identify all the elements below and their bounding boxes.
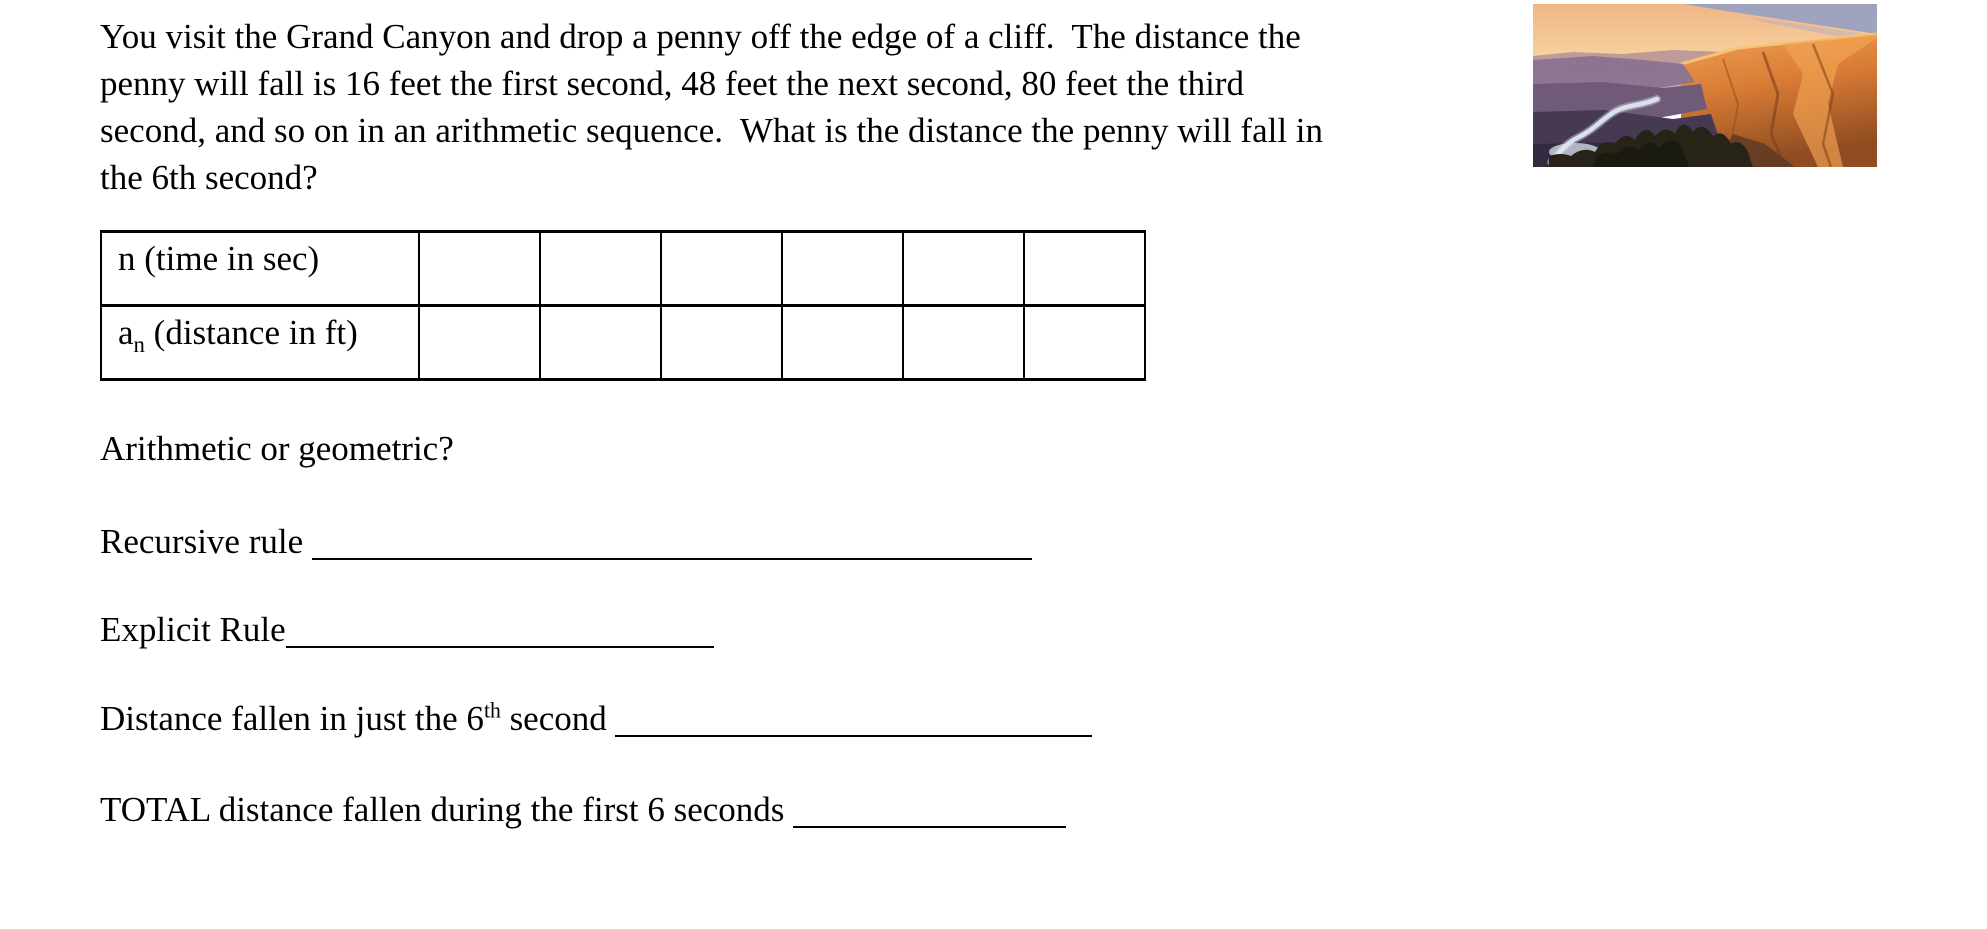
row-label-distance-rest: (distance in ft) xyxy=(144,313,358,352)
grand-canyon-photo xyxy=(1533,4,1877,167)
answer-blank-distance-6th-second[interactable] xyxy=(615,735,1092,737)
row-label-time xyxy=(101,232,419,306)
table-row-time xyxy=(101,232,1145,306)
question-total-distance xyxy=(100,786,1066,833)
answer-blank-total-distance[interactable] xyxy=(793,826,1066,828)
distance-cell-4[interactable] xyxy=(782,306,903,380)
row-label-distance-text: a xyxy=(118,313,134,352)
question-arithmetic-or-geometric-text: Arithmetic or geometric? xyxy=(100,429,454,468)
distance-cell-3[interactable] xyxy=(661,306,782,380)
time-cell-4[interactable] xyxy=(782,232,903,306)
question-arithmetic-or-geometric xyxy=(100,425,454,472)
question-explicit-rule-label: Explicit Rule xyxy=(100,610,286,649)
distance-cell-1[interactable] xyxy=(419,306,540,380)
question-distance-post: second xyxy=(500,699,607,738)
question-total-distance-label: TOTAL distance fallen during the first 6 seconds xyxy=(100,790,785,829)
question-distance-6th-second xyxy=(100,695,1092,742)
time-cell-3[interactable] xyxy=(661,232,782,306)
row-label-distance-subscript: n xyxy=(133,332,145,357)
problem-line-1: You visit the Grand Canyon and drop a penny off the edge of a cliff. The distance the xyxy=(100,17,1301,56)
problem-line-2: penny will fall is 16 feet the first second, 48 feet the next second, 80 feet the third xyxy=(100,64,1244,103)
time-cell-1[interactable] xyxy=(419,232,540,306)
answer-blank-explicit-rule[interactable] xyxy=(286,646,714,648)
question-recursive-rule xyxy=(100,518,1032,565)
row-label-time-rest: (time in sec) xyxy=(135,239,320,278)
table-row-distance xyxy=(101,306,1145,380)
distance-cell-5[interactable] xyxy=(903,306,1024,380)
time-cell-2[interactable] xyxy=(540,232,661,306)
sequence-table xyxy=(100,230,1146,381)
distance-cell-2[interactable] xyxy=(540,306,661,380)
distance-cell-6[interactable] xyxy=(1024,306,1145,380)
question-recursive-rule-label: Recursive rule xyxy=(100,522,312,561)
question-distance-pre: Distance fallen in just the 6 xyxy=(100,699,484,738)
row-label-distance xyxy=(101,306,419,380)
time-cell-5[interactable] xyxy=(903,232,1024,306)
question-distance-superscript: th xyxy=(483,698,501,723)
problem-line-4: the 6th second? xyxy=(100,158,318,197)
question-explicit-rule xyxy=(100,606,714,653)
problem-line-3: second, and so on in an arithmetic sequence. What is the distance the penny will fall in xyxy=(100,111,1324,150)
row-label-time-text: n xyxy=(118,239,136,278)
time-cell-6[interactable] xyxy=(1024,232,1145,306)
problem-statement xyxy=(100,13,1323,201)
answer-blank-recursive-rule[interactable] xyxy=(312,558,1032,560)
